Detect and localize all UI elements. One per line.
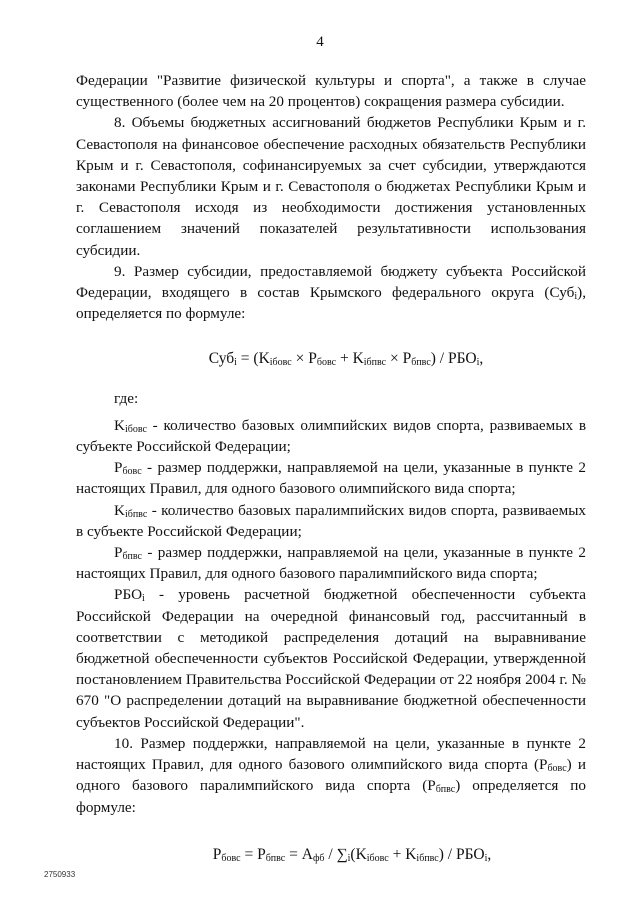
formula-support-size: $P_{бовс} = P_{бпвс} = A_{фб} / \sum_i(K_{iбовс} + K_{iбпвс}) / РБО_i$, — [212, 845, 492, 864]
paragraph-10: 10. Размер поддержки, направляемой на цели, указанные в пункте 2 настоящих Правил, для одного базового олимпийского вида спорта $(P_{бовс})$ и одного базового паралимпийского вида спорта $(P_{бпвс})$ определяется по формуле: — [76, 734, 586, 816]
document-body — [76, 70, 586, 865]
where-label: где: — [114, 389, 139, 407]
definition-k-paralympic: $K_{iбпвс}$ - количество базовых паралимпийских видов спорта, развиваемых в субъекте Российской Федерации; — [76, 501, 586, 540]
definition-rbo: $РБО_i$ - уровень расчетной бюджетной обеспеченности субъекта Российской Федерации на очередной финансовый год, рассчитанный в соответствии с методикой распределения дотаций на выравнивание бюджетной обеспеченности субъектов Российской Федерации, утвержденной постановлением Правительства Российской Федерации от 22 ноября 2004 г. № 670 "О распределении дотаций на выравнивание бюджетной обеспеченности субъектов Российской Федерации". — [76, 586, 586, 731]
definition-p-paralympic: $P_{бпвс}$ - размер поддержки, направляемой на цели, указанные в пункте 2 настоящих Правил, для одного базового паралимпийского вида спорта; — [76, 544, 586, 583]
document-id: 2750933 — [44, 870, 76, 879]
paragraph-8: 8. Объемы бюджетных ассигнований бюджетов Республики Крым и г. Севастополя на финансовое обеспечение расходных обязательств Республики Крым и г. Севастополя, софинансируемых за счет субсидии, утверждаются законами Республики Крым и г. Севастополя о бюджетах Республики Крым и г. Севастополя исходя из необходимости достижения установленных соглашением значений показателей результативности использования субсидии. — [76, 114, 586, 259]
paragraph-continuation: Федерации "Развитие физической культуры и спорта", а также в случае существенного (более чем на 20 процентов) сокращения размера субсидии. — [76, 72, 586, 111]
definition-k-olympic: $K_{iбовс}$ - количество базовых олимпийских видов спорта, развиваемых в субъекте Российской Федерации; — [76, 416, 586, 456]
formula-subsidy: $Суб_i = (K_{iбовс} \times P_{бовс} + K_{iбпвс} \times P_{бпвс}) / РБО_i$, — [208, 350, 484, 369]
page-number: 4 — [316, 34, 324, 50]
paragraph-9: 9. Размер субсидии, предоставляемой бюджету субъекта Российской Федерации, входящего в состав Крымского федерального округа (Суб$_i$), определяется по формуле: — [76, 262, 586, 323]
definition-p-olympic: $P_{бовс}$ - размер поддержки, направляемой на цели, указанные в пункте 2 настоящих Правил, для одного базового олимпийского вида спорта; — [76, 459, 586, 498]
